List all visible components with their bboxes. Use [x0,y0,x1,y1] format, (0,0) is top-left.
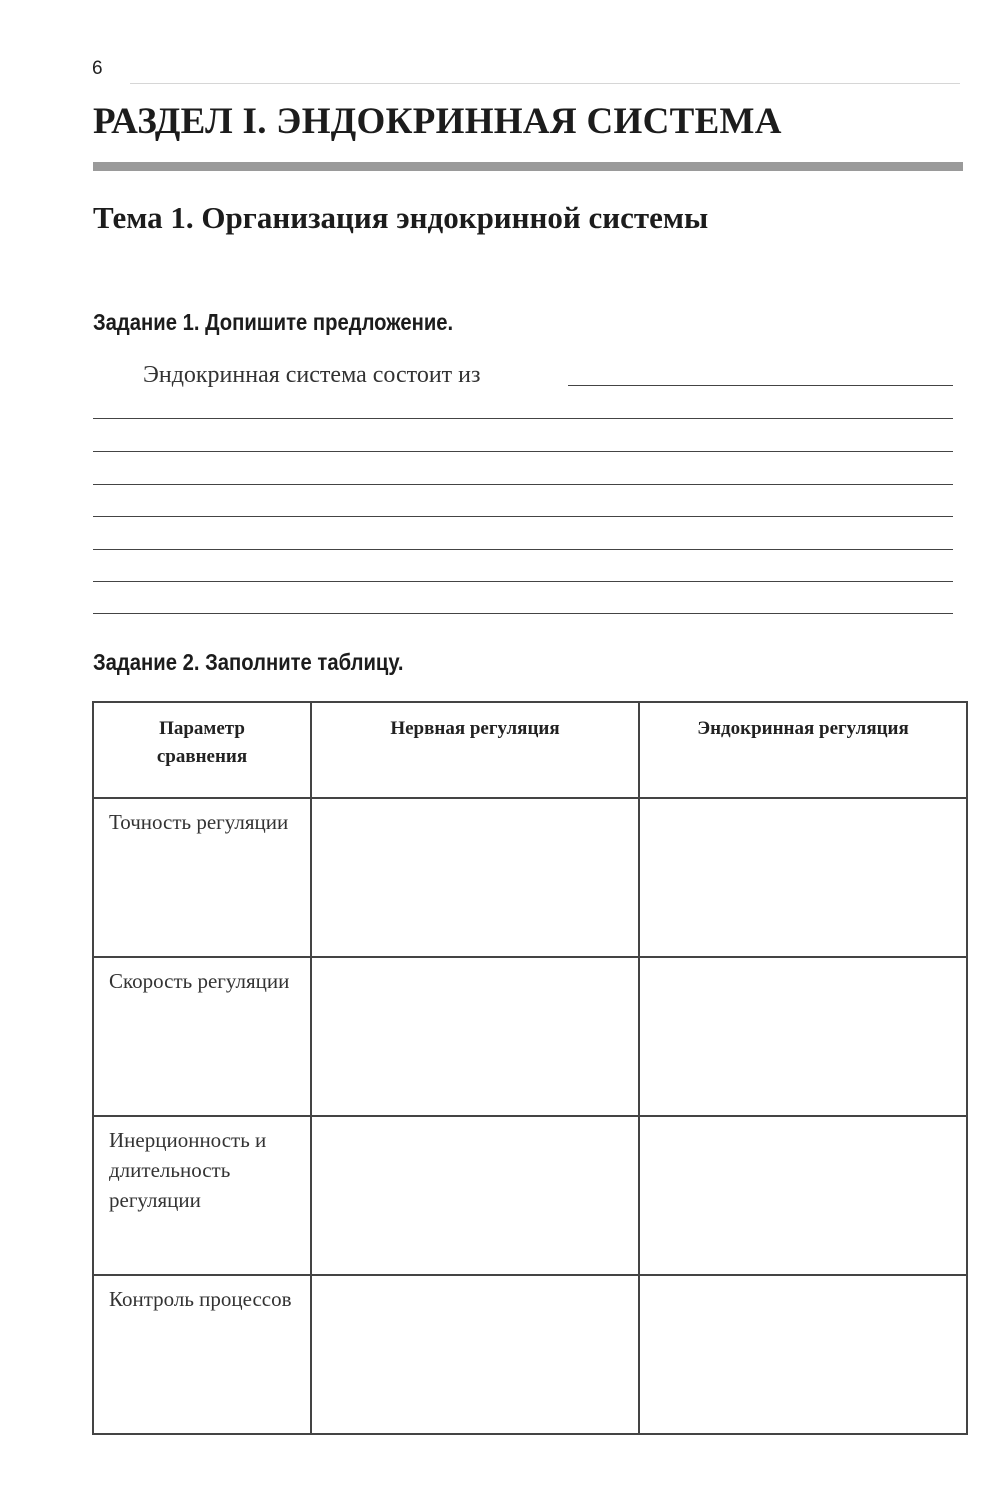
section-divider-bar [93,162,963,171]
comparison-table [92,701,968,1435]
endocrine-answer-cell[interactable] [639,1275,967,1434]
task-1-sentence: Эндокринная система состоит из [143,362,481,388]
row-parameter-label: Контроль процессов [93,1275,311,1434]
table-row [93,1275,967,1434]
page-number: 6 [92,58,103,79]
row-parameter-label: Скорость регуляции [93,957,311,1116]
answer-line[interactable] [93,613,953,614]
answer-line[interactable] [93,418,953,419]
nervous-answer-cell[interactable] [311,957,639,1116]
row-parameter-label: Точность регуляции [93,798,311,957]
table-header-row [93,702,967,798]
header-endocrine-regulation: Эндокринная регуляция [639,702,967,798]
answer-line[interactable] [93,549,953,550]
header-parameter: Параметр сравнения [93,702,311,798]
answer-line[interactable] [93,451,953,452]
row-parameter-label: Инерционность и длительность регуляции [93,1116,311,1275]
top-divider [130,83,960,84]
nervous-answer-cell[interactable] [311,1275,639,1434]
table-row [93,957,967,1116]
endocrine-answer-cell[interactable] [639,957,967,1116]
header-nervous-regulation: Нервная регуляция [311,702,639,798]
endocrine-answer-cell[interactable] [639,798,967,957]
table-row [93,1116,967,1275]
answer-line[interactable] [93,581,953,582]
answer-line[interactable] [93,516,953,517]
answer-line[interactable] [568,385,953,386]
table-row [93,798,967,957]
topic-title: Тема 1. Организация эндокринной системы [93,200,709,235]
nervous-answer-cell[interactable] [311,1116,639,1275]
task-2-heading: Задание 2. Заполните таблицу. [93,649,404,675]
task-1-heading: Задание 1. Допишите предложение. [93,309,454,335]
nervous-answer-cell[interactable] [311,798,639,957]
section-title: РАЗДЕЛ I. ЭНДОКРИННАЯ СИСТЕМА [93,101,782,142]
endocrine-answer-cell[interactable] [639,1116,967,1275]
answer-line[interactable] [93,484,953,485]
